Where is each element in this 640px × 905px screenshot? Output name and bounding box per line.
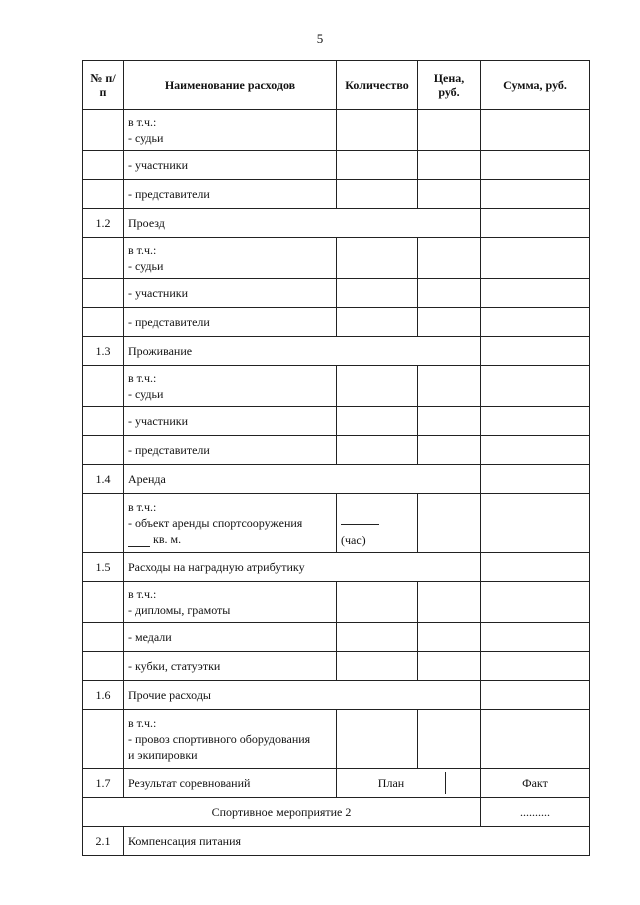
- table-row: [83, 151, 590, 180]
- cell-sum: [481, 209, 590, 238]
- header-price: Цена, руб.: [418, 61, 481, 110]
- cell-sum: [481, 238, 590, 279]
- cell-sum: [481, 681, 590, 710]
- cell-price: [418, 279, 481, 308]
- table-row: [83, 798, 590, 827]
- cell-num: [83, 582, 124, 623]
- cell-num: 2.1: [83, 827, 124, 856]
- header-num: № п/п: [83, 61, 124, 110]
- cell-name-line: в т.ч.:: [128, 500, 157, 514]
- cell-name: - кубки, статуэтки: [124, 652, 337, 681]
- table-row: [83, 710, 590, 769]
- cell-name: [124, 366, 337, 407]
- cell-name: [124, 238, 337, 279]
- cell-name-line: в т.ч.:: [128, 243, 157, 257]
- cell-num: [83, 308, 124, 337]
- cell-num: [83, 151, 124, 180]
- cell-num: 1.4: [83, 465, 124, 494]
- cell-name-line: в т.ч.:: [128, 115, 157, 129]
- cell-name: Расходы на наградную атрибутику: [124, 553, 481, 582]
- cell-name: Проживание: [124, 337, 481, 366]
- cell-name-line: - объект аренды спортсооружения: [128, 516, 303, 530]
- cell-name: Проезд: [124, 209, 481, 238]
- cell-sum: [481, 151, 590, 180]
- cell-name-line: - провоз спортивного оборудования: [128, 732, 311, 746]
- header-name: Наименование расходов: [124, 61, 337, 110]
- cell-section-title: Спортивное мероприятие 2: [83, 798, 481, 827]
- cell-sum: [481, 623, 590, 652]
- table-row: [83, 623, 590, 652]
- cell-name: [124, 110, 337, 151]
- cell-qty: [337, 110, 418, 151]
- table-header-row: [83, 61, 590, 110]
- area-blank: [128, 534, 150, 547]
- cell-price: [418, 436, 481, 465]
- cell-name-line: в т.ч.:: [128, 716, 157, 730]
- table-row: [83, 582, 590, 623]
- cell-num: [83, 436, 124, 465]
- table-row: [83, 110, 590, 151]
- cell-num: [83, 407, 124, 436]
- header-sum: Сумма, руб.: [481, 61, 590, 110]
- cell-name-line: - дипломы, грамоты: [128, 603, 231, 617]
- cell-qty: [337, 238, 418, 279]
- cell-sum: [481, 436, 590, 465]
- cell-qty: [337, 180, 418, 209]
- cell-sum: [481, 553, 590, 582]
- cell-sum: ..........: [481, 798, 590, 827]
- cell-sum: [481, 180, 590, 209]
- cell-name: [124, 582, 337, 623]
- cell-num: [83, 710, 124, 769]
- cell-qty: [337, 652, 418, 681]
- cell-plan-fact: [337, 769, 481, 798]
- header-qty: Количество: [337, 61, 418, 110]
- cell-name: - участники: [124, 279, 337, 308]
- table-row: [83, 465, 590, 494]
- cell-num: [83, 180, 124, 209]
- cell-sum: [481, 337, 590, 366]
- cell-sum: [481, 710, 590, 769]
- qty-blank-line: [341, 524, 379, 526]
- cell-name-line: - судьи: [128, 131, 164, 145]
- table-row: [83, 769, 590, 798]
- cell-name: - представители: [124, 308, 337, 337]
- table-row: [83, 366, 590, 407]
- cell-name: [124, 494, 337, 553]
- table-row: [83, 238, 590, 279]
- area-unit: кв. м.: [153, 532, 182, 546]
- cell-name-line: - судьи: [128, 387, 164, 401]
- table-row: [83, 337, 590, 366]
- cell-price: [418, 407, 481, 436]
- page-number: 5: [316, 31, 324, 46]
- cell-name: - участники: [124, 407, 337, 436]
- cell-sum: [481, 582, 590, 623]
- table-row: [83, 494, 590, 553]
- cell-sum: [481, 407, 590, 436]
- cell-num: [83, 623, 124, 652]
- cell-num: [83, 366, 124, 407]
- plan-fact-split: [337, 772, 480, 794]
- table-row: [83, 180, 590, 209]
- cell-price: [418, 151, 481, 180]
- cell-qty: [337, 407, 418, 436]
- cell-num: [83, 238, 124, 279]
- cell-sum: [481, 652, 590, 681]
- table-row: [83, 553, 590, 582]
- cell-name: - представители: [124, 180, 337, 209]
- cell-qty: [337, 710, 418, 769]
- cell-price: [418, 180, 481, 209]
- cell-qty: [337, 623, 418, 652]
- cell-name: [124, 710, 337, 769]
- cell-num: [83, 652, 124, 681]
- cell-qty: [337, 308, 418, 337]
- cell-price: [418, 582, 481, 623]
- table-row: [83, 209, 590, 238]
- cell-fact: Факт: [481, 769, 590, 798]
- cell-price: [418, 366, 481, 407]
- cell-price: [418, 494, 481, 553]
- cell-num: 1.6: [83, 681, 124, 710]
- cell-name-line: в т.ч.:: [128, 371, 157, 385]
- expenses-table: [82, 60, 590, 856]
- cell-num: 1.3: [83, 337, 124, 366]
- cell-price: [418, 710, 481, 769]
- cell-num: 1.7: [83, 769, 124, 798]
- cell-name: Прочие расходы: [124, 681, 481, 710]
- table-row: [83, 436, 590, 465]
- cell-name: Результат соревнований: [124, 769, 337, 798]
- cell-price: [418, 238, 481, 279]
- cell-qty: [337, 436, 418, 465]
- cell-sum: [481, 366, 590, 407]
- cell-num: [83, 279, 124, 308]
- cell-qty: [337, 494, 418, 553]
- table-row: [83, 407, 590, 436]
- cell-name-line: [128, 531, 332, 547]
- cell-qty: [337, 279, 418, 308]
- table-row: [83, 652, 590, 681]
- cell-price: [418, 652, 481, 681]
- plan-label: План: [337, 772, 446, 794]
- cell-qty: [337, 151, 418, 180]
- qty-spacer: [341, 499, 413, 516]
- plan-fact-gap: [446, 772, 480, 794]
- cell-name-line: и экипировки: [128, 748, 198, 762]
- table-row: [83, 681, 590, 710]
- cell-name: - участники: [124, 151, 337, 180]
- cell-sum: [481, 308, 590, 337]
- cell-qty: [337, 366, 418, 407]
- table-row: [83, 827, 590, 856]
- cell-name-line: в т.ч.:: [128, 587, 157, 601]
- cell-price: [418, 623, 481, 652]
- cell-price: [418, 308, 481, 337]
- cell-num: 1.5: [83, 553, 124, 582]
- cell-price: [418, 110, 481, 151]
- cell-name-line: - судьи: [128, 259, 164, 273]
- cell-sum: [481, 494, 590, 553]
- cell-name: Аренда: [124, 465, 481, 494]
- cell-num: [83, 110, 124, 151]
- table-row: [83, 279, 590, 308]
- cell-sum: [481, 465, 590, 494]
- cell-sum: [481, 110, 590, 151]
- cell-name: Компенсация питания: [124, 827, 590, 856]
- qty-unit: (час): [341, 532, 366, 547]
- cell-sum: [481, 279, 590, 308]
- cell-num: [83, 494, 124, 553]
- cell-qty: [337, 582, 418, 623]
- cell-num: 1.2: [83, 209, 124, 238]
- table-row: [83, 308, 590, 337]
- cell-name: - представители: [124, 436, 337, 465]
- cell-name: - медали: [124, 623, 337, 652]
